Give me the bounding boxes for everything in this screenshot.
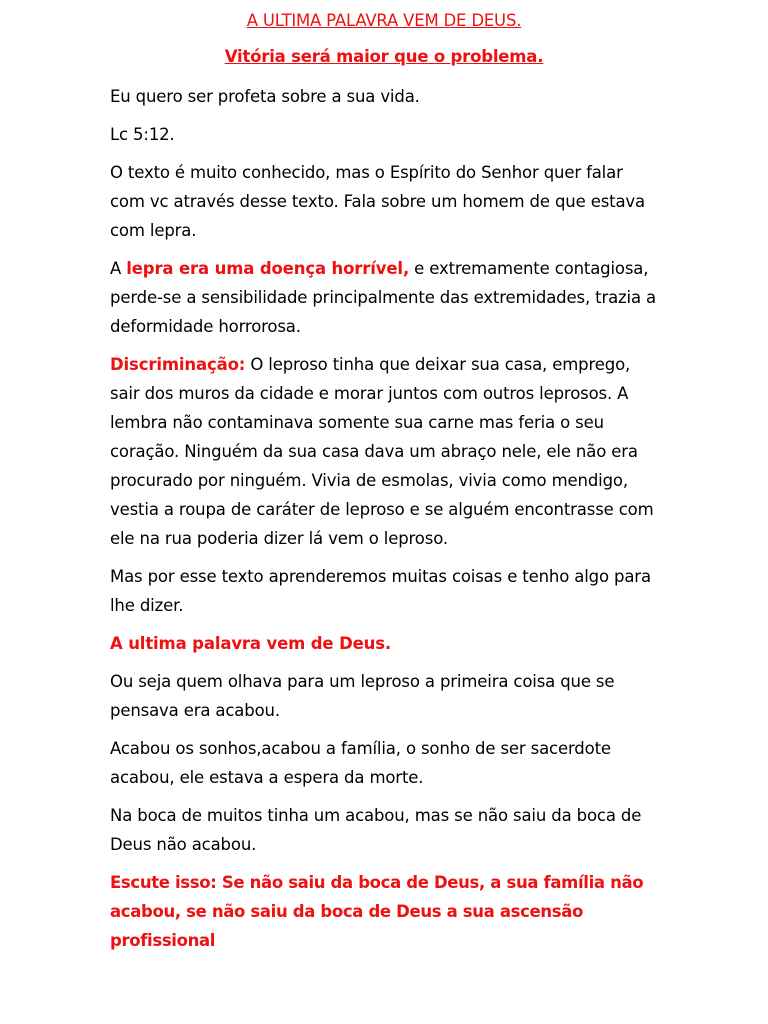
document-subtitle: Vitória será maior que o problema. <box>224 47 544 66</box>
document-page <box>110 8 658 964</box>
leprosy-prefix: A <box>110 259 127 278</box>
paragraph-mouth-of-god: Na boca de muitos tinha um acabou, mas se não saiu da boca de Deus não acabou. <box>110 806 642 854</box>
paragraph-intro: Eu quero ser profeta sobre a sua vida. <box>110 87 420 106</box>
paragraph-context: O texto é muito conhecido, mas o Espírito do Senhor quer falar com vc através desse texto. Fala sobre um homem de que estava com lepra. <box>110 163 646 240</box>
leprosy-rest: e extremamente contagiosa, perde-se a sensibilidade principalmente das extremidades, trazia a deformidade horrorosa. <box>110 259 657 336</box>
document-title-row <box>110 8 658 34</box>
paragraph-listen: Escute isso: Se não saiu da boca de Deus, a sua família não acabou, se não saiu da boca de Deus a sua ascensão profissional <box>110 873 644 950</box>
paragraph-dreams-ended: Acabou os sonhos,acabou a família, o sonho de ser sacerdote acabou, ele estava a espera da morte. <box>110 739 611 787</box>
paragraph-leper-view: Ou seja quem olhava para um leproso a primeira coisa que se pensava era acabou. <box>110 672 615 720</box>
paragraph-reference: Lc 5:12. <box>110 125 175 144</box>
paragraph-leprosy <box>110 254 658 341</box>
paragraph-heading-last-word: A ultima palavra vem de Deus. <box>110 634 392 653</box>
paragraph-lesson: Mas por esse texto aprenderemos muitas coisas e tenho algo para lhe dizer. <box>110 567 651 615</box>
leprosy-highlight: lepra era uma doença horrível, <box>126 259 410 278</box>
document-subtitle-row <box>110 44 658 70</box>
document-title: A ULTIMA PALAVRA VEM DE DEUS. <box>246 11 522 30</box>
discrimination-label: Discriminação: <box>110 355 246 374</box>
paragraph-discrimination <box>110 350 658 553</box>
discrimination-text: O leproso tinha que deixar sua casa, emprego, sair dos muros da cidade e morar juntos com outros leprosos. A lembra não contaminava somente sua carne mas feria o seu coração. Ninguém da sua casa dava um abraço nele, ele não era procurado por ninguém. Vivia de esmolas, vivia como mendigo, vestia a roupa de caráter de leproso e se alguém encontrasse com ele na rua poderia dizer lá vem o leproso. <box>110 355 654 548</box>
